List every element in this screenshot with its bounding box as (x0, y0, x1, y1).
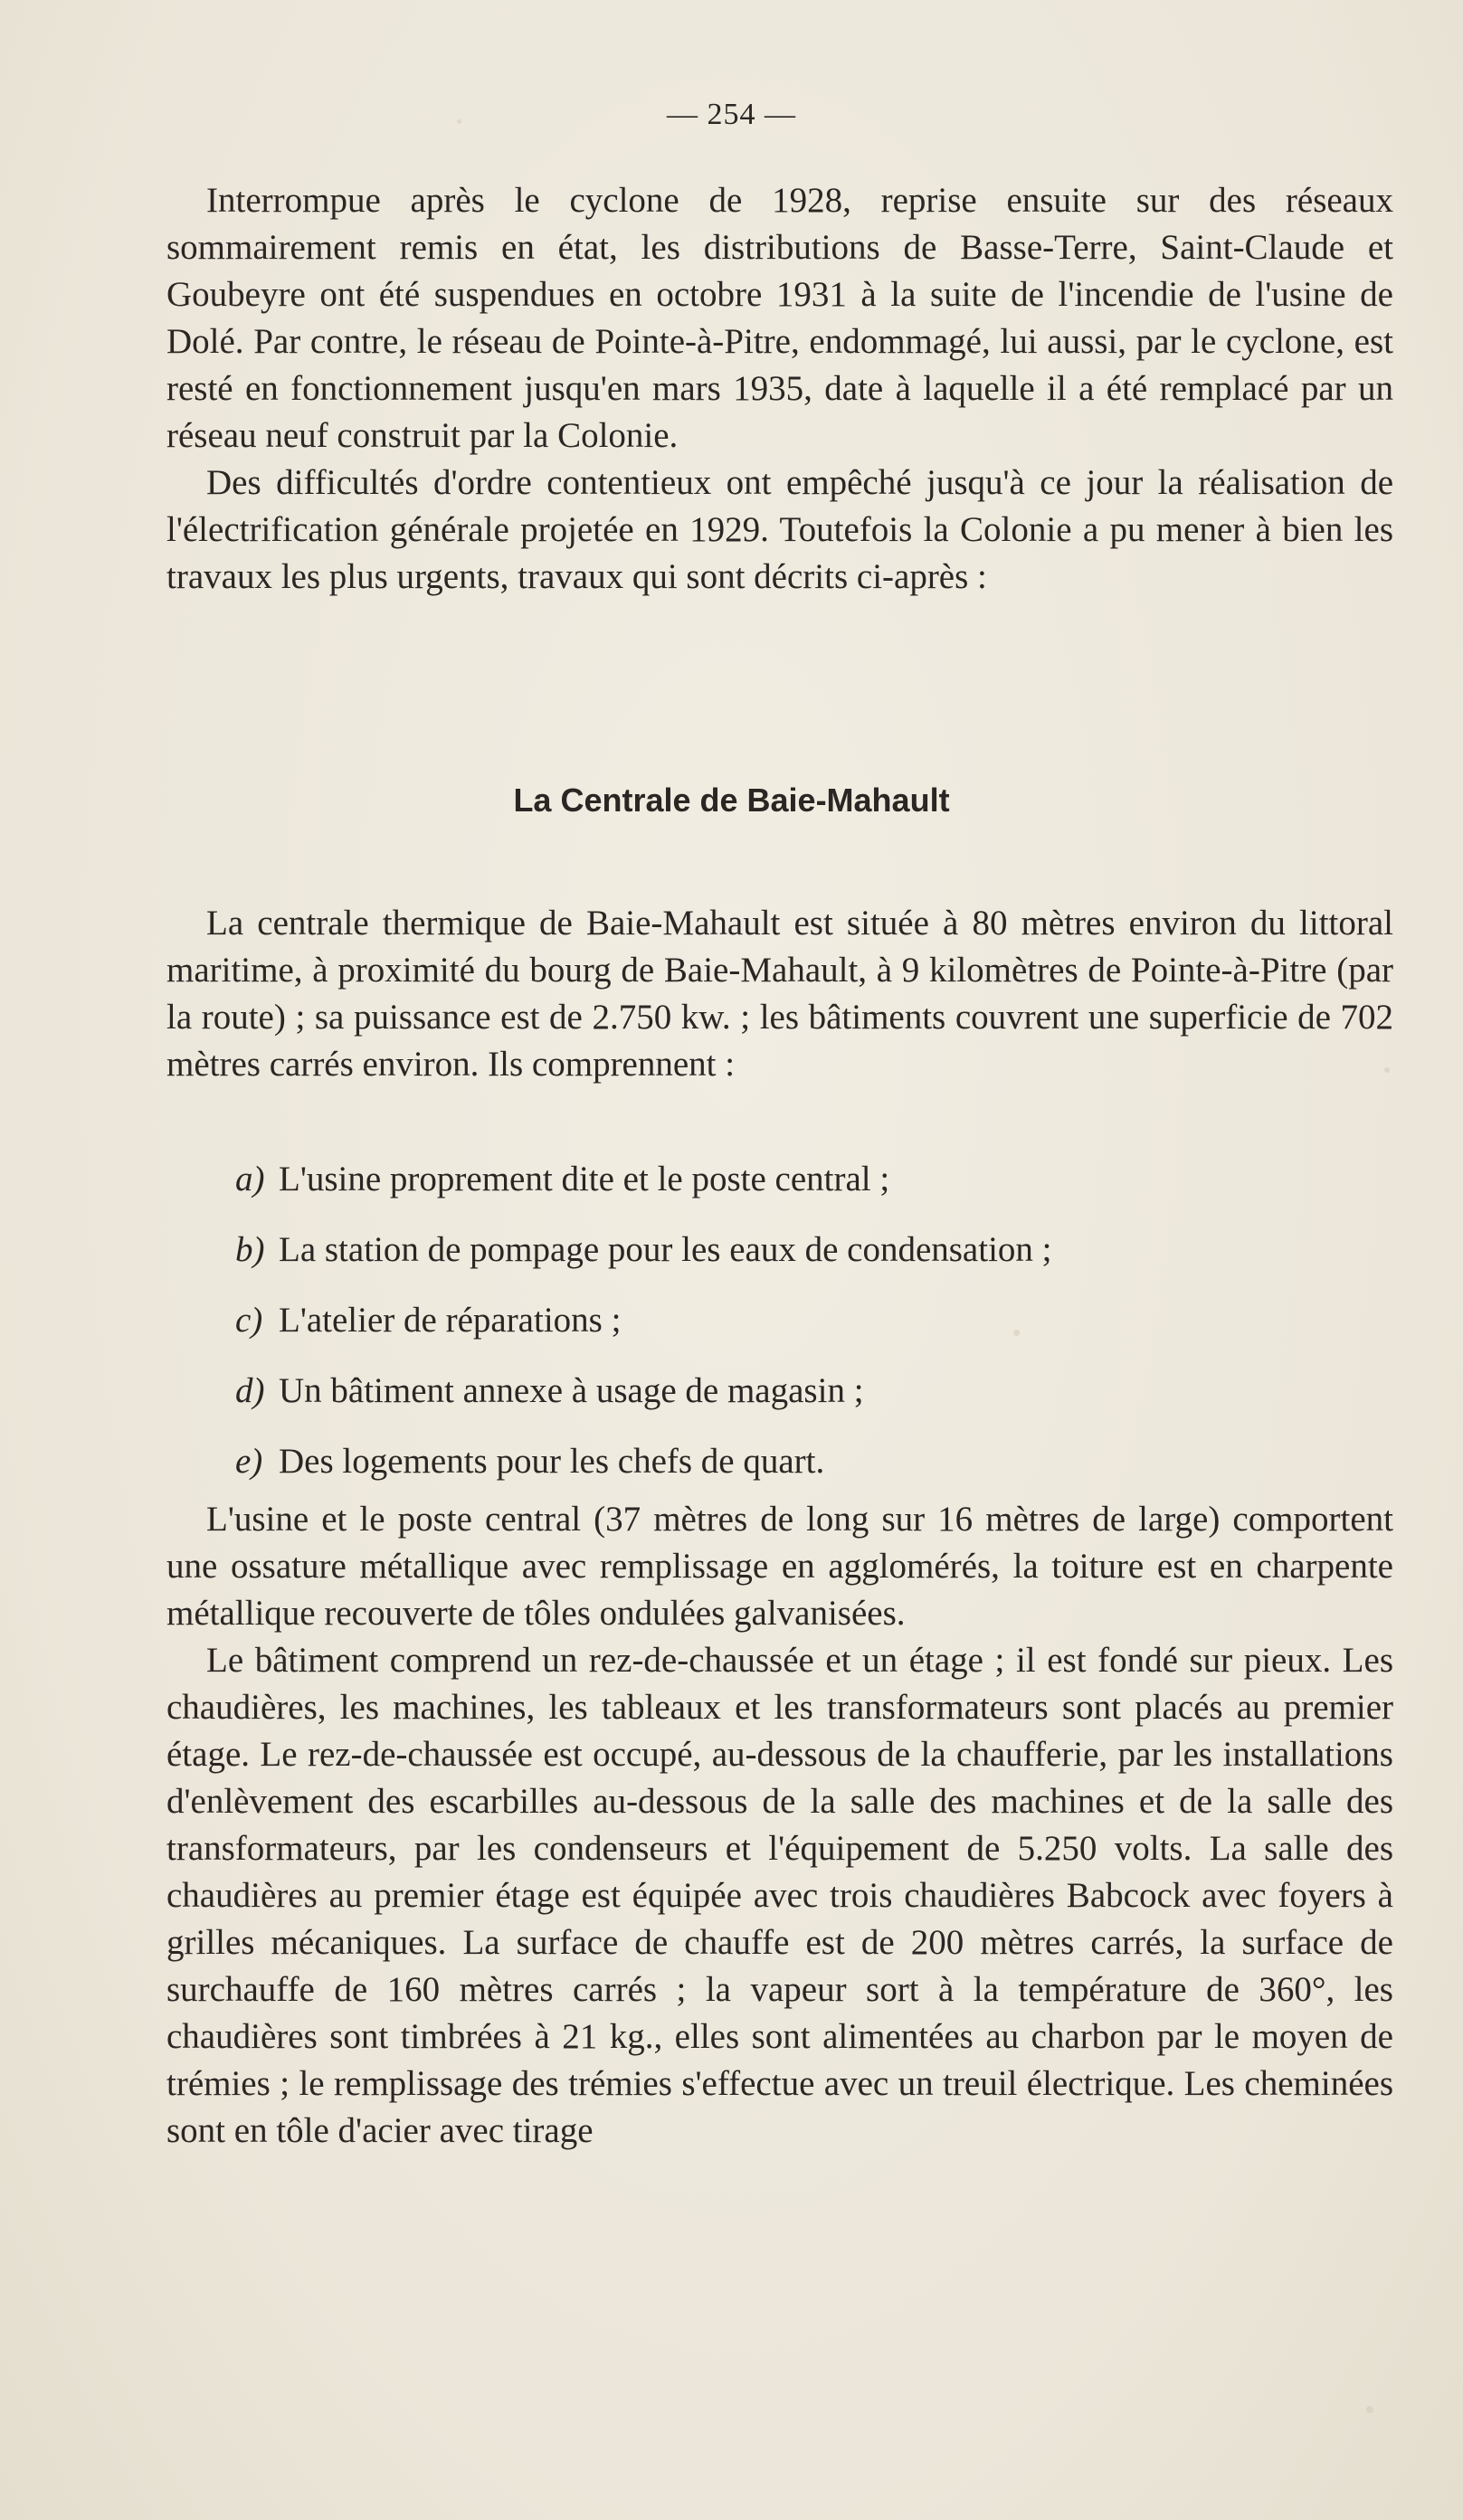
paragraph: Le bâtiment comprend un rez-de-chaussée et un étage ; il est fondé sur pieux. Les chaudières, les machines, les tableaux et les transformateurs sont placés au premier étage. Le rez-de-chaussée est occupé, au-dessous de la chaufferie, par les installations d'enlèvement des escarbilles au-dessous de la salle des machines et de la salle des transformateurs, par les condenseurs et l'équipement de 5.250 volts. La salle des chaudières au premier étage est équipée avec trois chaudières Babcock avec foyers à grilles mécaniques. La surface de chauffe est de 200 mètres carrés, la surface de surchauffe de 160 mètres carrés ; la vapeur sort à la température de 360°, les chaudières sont timbrées à 21 kg., elles sont alimentées au charbon par le moyen de trémies ; le remplissage des trémies s'effectue avec un treuil électrique. Les cheminées sont en tôle d'acier avec tirage (166, 1641, 1393, 2150)
section-intro (166, 900, 1393, 1088)
list-marker: a) (235, 1160, 265, 1198)
list-item (235, 1297, 1393, 1368)
paper-stain (1366, 2406, 1373, 2413)
list-marker: c) (235, 1301, 263, 1340)
list-marker: d) (235, 1371, 265, 1410)
list-marker: b) (235, 1230, 265, 1269)
list-item-text: L'atelier de réparations ; (279, 1301, 622, 1340)
paragraph: Des difficultés d'ordre contentieux ont empêché jusqu'à ce jour la réalisation de l'électrification générale projetée en 1929. Toutefois la Colonie a pu mener à bien les travaux les plus urgents, travaux qui sont décrits ci-après : (166, 463, 1393, 596)
list-marker: e) (235, 1442, 263, 1481)
list-item-text: Des logements pour les chefs de quart. (279, 1442, 825, 1481)
building-list (166, 1156, 1393, 1509)
list-item (235, 1227, 1393, 1297)
closing-text (166, 1496, 1393, 2155)
list-item (235, 1368, 1393, 1438)
list-item-text: Un bâtiment annexe à usage de magasin ; (279, 1371, 864, 1410)
paragraph: La centrale thermique de Baie-Mahault est située à 80 mètres environ du littoral maritime, à proximité du bourg de Baie-Mahault, à 9 kilomètres de Pointe-à-Pitre (par la route) ; sa puissance est de 2.750 kw. ; les bâtiments couvrent une superficie de 702 mètres carrés environ. Ils comprennent : (166, 904, 1393, 1084)
list-item-text: La station de pompage pour les eaux de condensation ; (279, 1230, 1052, 1269)
paragraph: Interrompue après le cyclone de 1928, reprise ensuite sur des réseaux sommairement remis en état, les distributions de Basse-Terre, Saint-Claude et Goubeyre ont été suspendues en octobre 1931 à la suite de l'incendie de l'usine de Dolé. Par contre, le réseau de Pointe-à-Pitre, endommagé, lui aussi, par le cyclone, est resté en fonctionnement jusqu'en mars 1935, date à laquelle il a été remplacé par un réseau neuf construit par la Colonie. (166, 181, 1393, 455)
page-number: — 254 — (667, 98, 796, 131)
section-heading: La Centrale de Baie-Mahault (513, 782, 950, 819)
intro-text (166, 177, 1393, 601)
paragraph: L'usine et le poste central (37 mètres de long sur 16 mètres de large) comportent une ossature métallique avec remplissage en agglomérés, la toiture est en charpente métallique recouverte de tôles ondulées galvanisées. (166, 1500, 1393, 1633)
list-item-text: L'usine proprement dite et le poste central ; (279, 1160, 890, 1198)
list-item (235, 1156, 1393, 1227)
